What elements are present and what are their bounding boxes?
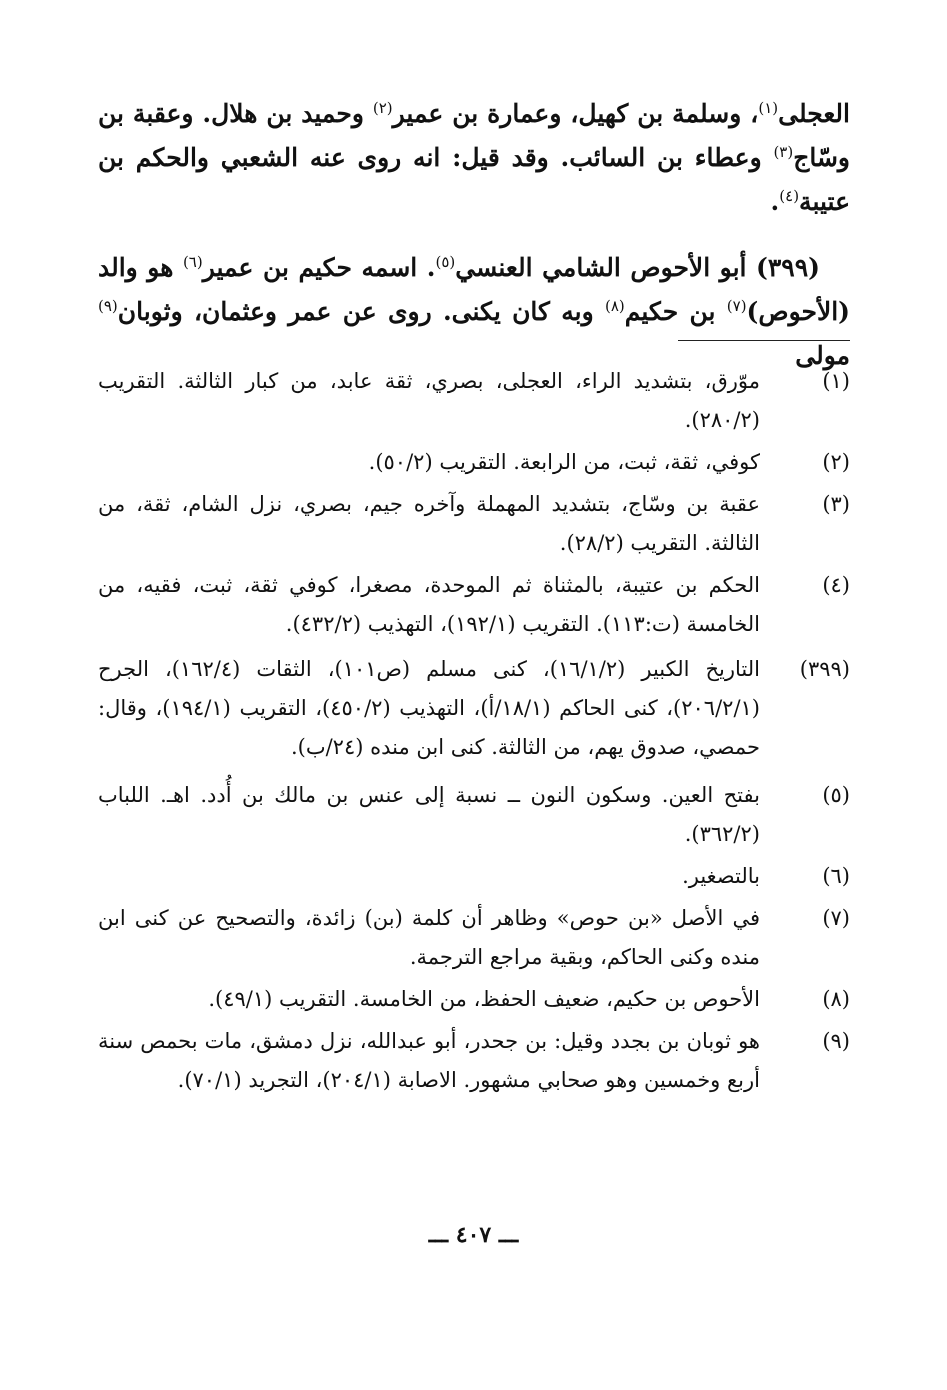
footnote-number: (٣٩٩): [799, 657, 850, 681]
footnote-text: هو ثوبان بن بجدد وقيل: بن جحدر، أبو عبدالله، نزل دمشق، مات بحمص سنة أربع وخمسين وهو صحابي مشهور. الاصابة (٢٠٤/١)، التجريد (٧٠/١).: [98, 1029, 760, 1092]
footnote-item: [98, 857, 850, 896]
footnote-ref: (١): [758, 99, 779, 117]
footnote-item: [98, 566, 850, 644]
footnote-number: (٧): [822, 906, 850, 930]
footnote-number: (٥): [822, 783, 850, 807]
footnote-item: [98, 980, 850, 1019]
footnote-number: (٦): [822, 864, 850, 888]
text-segment: (٣٩٩) أبو الأحوص الشامي العنسي: [455, 253, 820, 282]
footnote-text: الحكم بن عتيبة، بالمثناة ثم الموحدة، مصغرا، كوفي ثقة، ثبت، فقيه، من الخامسة (ت:١١٣). التقريب (١٩٢/١)، التهذيب (٤٣٢/٢).: [98, 573, 760, 636]
footnote-item: [98, 1022, 850, 1100]
footnote-number: (٩): [822, 1029, 850, 1053]
footnote-ref: (٨): [604, 297, 625, 315]
text-segment: ، وسلمة بن كهيل، وعمارة بن عمير: [392, 99, 759, 128]
footnote-item: [98, 485, 850, 563]
footnote-text: بفتح العين. وسكون النون ــ نسبة إلى عنس بن مالك بن أُدد. اهـ. اللباب (٣٦٢/٢).: [98, 783, 760, 846]
paragraph-1: [98, 92, 850, 224]
page-number: ـــ ٤٠٧ ـــ: [428, 1222, 519, 1248]
footnote-text: كوفي، ثقة، ثبت، من الرابعة. التقريب (٥٠/٢).: [368, 450, 760, 474]
footnote-ref: (٥): [435, 253, 456, 271]
footnote-ref: (٤): [779, 187, 800, 205]
footnote-number: (٨): [822, 987, 850, 1011]
footnote-number: (٣): [822, 492, 850, 516]
footnote-ref: (٣): [773, 143, 794, 161]
footnote-ref: (٩): [98, 297, 118, 315]
footnote-text: التاريخ الكبير (١٦/١/٢)، كنى مسلم (ص١٠١)، الثقات (١٦٢/٤)، الجرح (٢٠٦/٢/١)، كنى الحاكم (١٨/١/أ)، التهذيب (٤٥٠/٢)، التقريب (١٩٤/١)، وقال: حمصي، صدوق يهم، من الثالثة. كنى ابن منده (٢٤/ب).: [98, 657, 760, 759]
footnote-item: [98, 899, 850, 977]
footnote-text: موّرق، بتشديد الراء، العجلى، بصري، ثقة عابد، من كبار الثالثة. التقريب (٢٨٠/٢).: [98, 369, 760, 432]
text-segment: . اسمه حكيم بن عمير: [202, 253, 436, 282]
footnote-text: في الأصل «بن حوص» وظاهر أن كلمة (بن) زائدة، والتصحيح عن كنى ابن منده وكنى الحاكم، وبقية مراجع الترجمة.: [98, 906, 760, 969]
footnote-text: عقبة بن وسّاج، بتشديد المهملة وآخره جيم، بصري، نزل الشام، ثقة، من الثالثة. التقريب (٢٨/٢).: [98, 492, 760, 555]
footnote-ref: (٧): [726, 297, 747, 315]
footnote-item: [98, 776, 850, 854]
text-segment: وحميد بن هلال. وعقبة بن وسّاج: [98, 99, 850, 172]
footnote-number: (٢): [822, 450, 850, 474]
main-text: [98, 92, 850, 400]
text-segment: مولى: [795, 341, 850, 370]
footnote-item: [98, 650, 850, 767]
text-segment: وبه كان يكنى. روى عن عمر وعثمان، وثوبان: [117, 297, 605, 326]
footnote-item: [98, 443, 850, 482]
footnote-separator: [678, 340, 850, 341]
footnote-ref: (٦): [182, 253, 203, 271]
footnote-number: (٤): [822, 573, 850, 597]
footnotes: [98, 362, 850, 1103]
text-segment: .: [770, 187, 780, 216]
paragraph-2: [98, 246, 850, 378]
footnote-item: [98, 362, 850, 440]
footnote-ref: (٢): [372, 99, 393, 117]
text-segment: بن حكيم: [624, 297, 727, 326]
footnote-text: الأحوص بن حكيم، ضعيف الحفظ، من الخامسة. التقريب (٤٩/١).: [208, 987, 760, 1011]
text-segment: العجلى: [778, 99, 850, 128]
footnote-number: (١): [822, 369, 850, 393]
text-segment: هو والد (الأحوص): [98, 253, 851, 326]
text-segment: وعطاء بن السائب. وقد قيل: انه روى عنه الشعبي والحكم بن عتيبة: [98, 143, 850, 216]
footnote-text: بالتصغير.: [682, 864, 760, 888]
